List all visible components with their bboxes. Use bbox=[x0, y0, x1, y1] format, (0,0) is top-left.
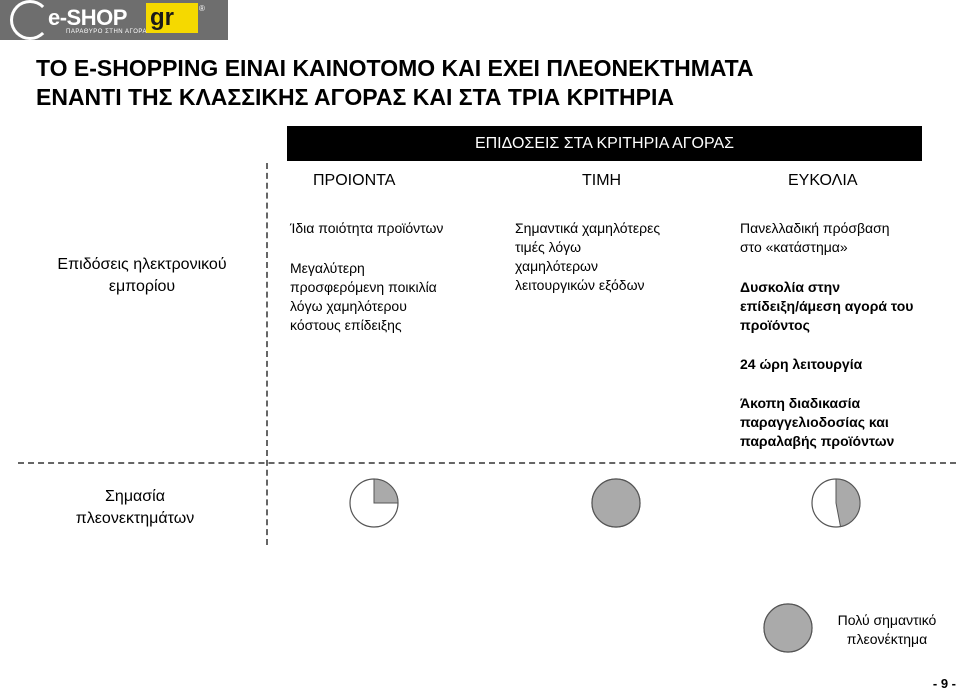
convenience-cell-24h: 24 ώρη λειτουργία bbox=[740, 356, 863, 372]
legend-label bbox=[822, 611, 952, 649]
criteria-header-bar: ΕΠΙΔΟΣΕΙΣ ΣΤΑ ΚΡΙΤΗΡΙΑ ΑΓΟΡΑΣ bbox=[287, 126, 922, 161]
convenience-cell-ordering bbox=[740, 394, 894, 451]
product-cell-variety-line3: λόγω χαμηλότερου bbox=[290, 298, 407, 314]
importance-pie-product-filled-slice bbox=[374, 479, 398, 503]
slide-title-line2: ΕΝΑΝΤΙ ΤΗΣ ΚΛΑΣΣΙΚΗΣ ΑΓΟΡΑΣ ΚΑΙ ΣΤΑ ΤΡΙΑ ΚΡΙΤΗΡΙΑ bbox=[36, 84, 674, 110]
logo-registered-mark: ® bbox=[199, 4, 205, 13]
legend-pie-filled-slice bbox=[764, 604, 812, 652]
page-number: - 9 - bbox=[932, 676, 956, 691]
convenience-cell-difficulty-line3: προϊόντος bbox=[740, 317, 810, 333]
column-heading-price: ΤΙΜΗ bbox=[582, 172, 622, 189]
product-cell-variety-line4: κόστους επίδειξης bbox=[290, 317, 402, 333]
price-cell-lower-prices bbox=[515, 219, 660, 295]
price-cell-line4: λειτουργικών εξόδων bbox=[515, 277, 645, 293]
column-heading-product: ΠΡΟΙΟΝΤΑ bbox=[313, 172, 396, 189]
legend-label-line1: Πολύ σημαντικό bbox=[837, 612, 937, 628]
eshop-logo bbox=[0, 0, 228, 40]
vertical-divider bbox=[266, 163, 268, 545]
row-label-importance bbox=[30, 486, 240, 530]
slide-title-line1: ΤΟ E-SHOPPING ΕΙΝΑΙ ΚΑΙΝΟΤΟΜΟ ΚΑΙ ΕΧΕΙ ΠΛΕΟΝΕΚΤΗΜΑΤΑ bbox=[36, 55, 754, 81]
convenience-cell-ordering-line2: παραγγελιοδοσίας και bbox=[740, 414, 889, 430]
convenience-cell-difficulty-line2: επίδειξη/άμεση αγορά του bbox=[740, 298, 914, 314]
legend-pie bbox=[762, 602, 814, 654]
row-label-performance-line1: Επιδόσεις ηλεκτρονικού bbox=[57, 256, 227, 273]
convenience-cell-access bbox=[740, 219, 890, 257]
product-cell-variety-line1: Μεγαλύτερη bbox=[290, 260, 365, 276]
importance-pie-convenience-filled-slice bbox=[836, 479, 860, 527]
column-heading-convenience: ΕΥΚΟΛΙΑ bbox=[788, 172, 858, 189]
importance-pie-product bbox=[348, 477, 400, 529]
row-label-importance-line2: πλεονεκτημάτων bbox=[75, 510, 195, 527]
importance-pie-price-filled-slice bbox=[592, 479, 640, 527]
product-cell-variety-line2: προσφερόμενη ποικιλία bbox=[290, 279, 437, 295]
row-label-importance-line1: Σημασία bbox=[105, 488, 165, 505]
convenience-cell-access-line1: Πανελλαδική πρόσβαση bbox=[740, 220, 890, 236]
convenience-cell-ordering-line3: παραλαβής προϊόντων bbox=[740, 433, 895, 449]
row-label-performance-line2: εμπορίου bbox=[108, 278, 176, 295]
logo-suffix: gr bbox=[150, 4, 174, 31]
convenience-cell-difficulty-line1: Δυσκολία στην bbox=[740, 279, 841, 295]
importance-pie-price bbox=[590, 477, 642, 529]
slide-title bbox=[36, 54, 946, 112]
row-label-performance bbox=[30, 254, 254, 298]
price-cell-line1: Σημαντικά χαμηλότερες bbox=[515, 220, 661, 236]
legend-label-line2: πλεονέκτημα bbox=[846, 631, 928, 647]
logo-e-arc bbox=[10, 0, 50, 40]
product-cell-quality: Ίδια ποιότητα προϊόντων bbox=[290, 220, 444, 236]
convenience-cell-access-line2: στο «κατάστημα» bbox=[740, 239, 848, 255]
price-cell-line2: τιμές λόγω bbox=[515, 239, 582, 255]
convenience-cell-ordering-line1: Άκοπη διαδικασία bbox=[740, 395, 861, 411]
logo-tagline: ΠΑΡΑΘΥΡΟ ΣΤΗΝ ΑΓΟΡΑ bbox=[66, 29, 147, 35]
importance-pie-convenience bbox=[810, 477, 862, 529]
price-cell-line3: χαμηλότερων bbox=[515, 258, 598, 274]
logo-main-text: e-SHOP bbox=[48, 5, 127, 30]
convenience-cell-difficulty bbox=[740, 278, 913, 335]
product-cell-variety bbox=[290, 259, 437, 335]
horizontal-divider bbox=[18, 462, 956, 464]
